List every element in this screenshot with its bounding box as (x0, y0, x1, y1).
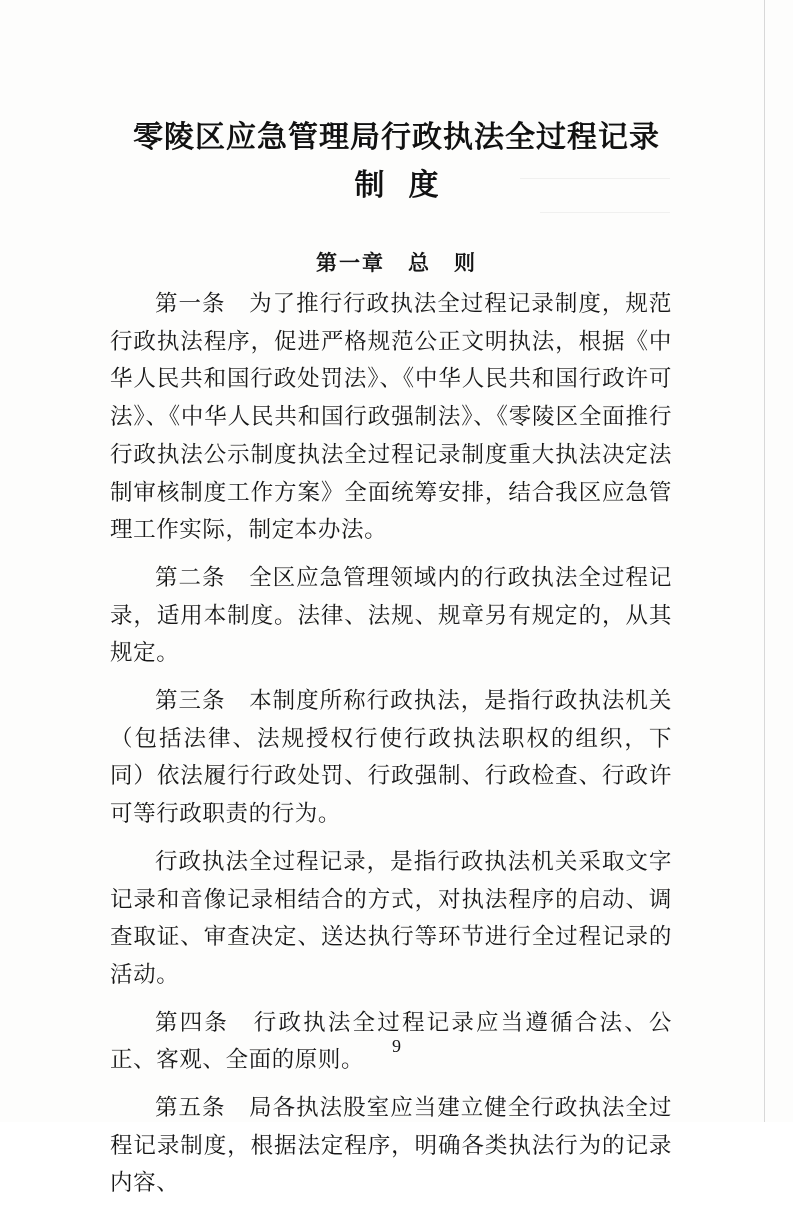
document-body (110, 286, 672, 1213)
article-5-paragraph: 第五条 局各执法股室应当建立健全行政执法全过程记录制度，根据法定程序，明确各类执法行为的记录内容、 (110, 1095, 672, 1197)
article-2-paragraph: 第二条 全区应急管理领域内的行政执法全过程记录，适用本制度。法律、法规、规章另有规定的，从其规定。 (110, 564, 672, 667)
page-number: 9 (392, 1036, 401, 1056)
article-4-paragraph: 第四条 行政执法全过程记录应当遵循合法、公正、客观、全面的原则。 (110, 1009, 672, 1074)
bleed-through-mark (540, 212, 670, 213)
article-1-paragraph: 第一条 为了推行行政执法全过程记录制度，规范行政执法程序，促进严格规范公正文明执法，根据《中华人民共和国行政处罚法》、《中华人民共和国行政许可法》、《中华人民共和国行政强制法》、《零陵区全面推行行政执法公示制度执法全过程记录制度重大执法决定法制审核制度工作方案》全面统筹安排，结合我区应急管理工作实际，制定本办法。 (110, 291, 672, 544)
document-title-line-2: 制度 (354, 168, 463, 203)
chapter-heading: 第一章 总 则 (316, 250, 477, 275)
document-title-line-1: 零陵区应急管理局行政执法全过程记录 (133, 120, 660, 155)
article-3-paragraph: 第三条 本制度所称行政执法，是指行政执法机关（包括法律、法规授权行使行政执法职权的组织，下同）依法履行行政处罚、行政强制、行政检查、行政许可等行政职责的行为。 (110, 688, 672, 828)
article-3-definition-paragraph: 行政执法全过程记录，是指行政执法机关采取文字记录和音像记录相结合的方式，对执法程序的启动、调查取证、审查决定、送达执行等环节进行全过程记录的活动。 (110, 848, 672, 988)
